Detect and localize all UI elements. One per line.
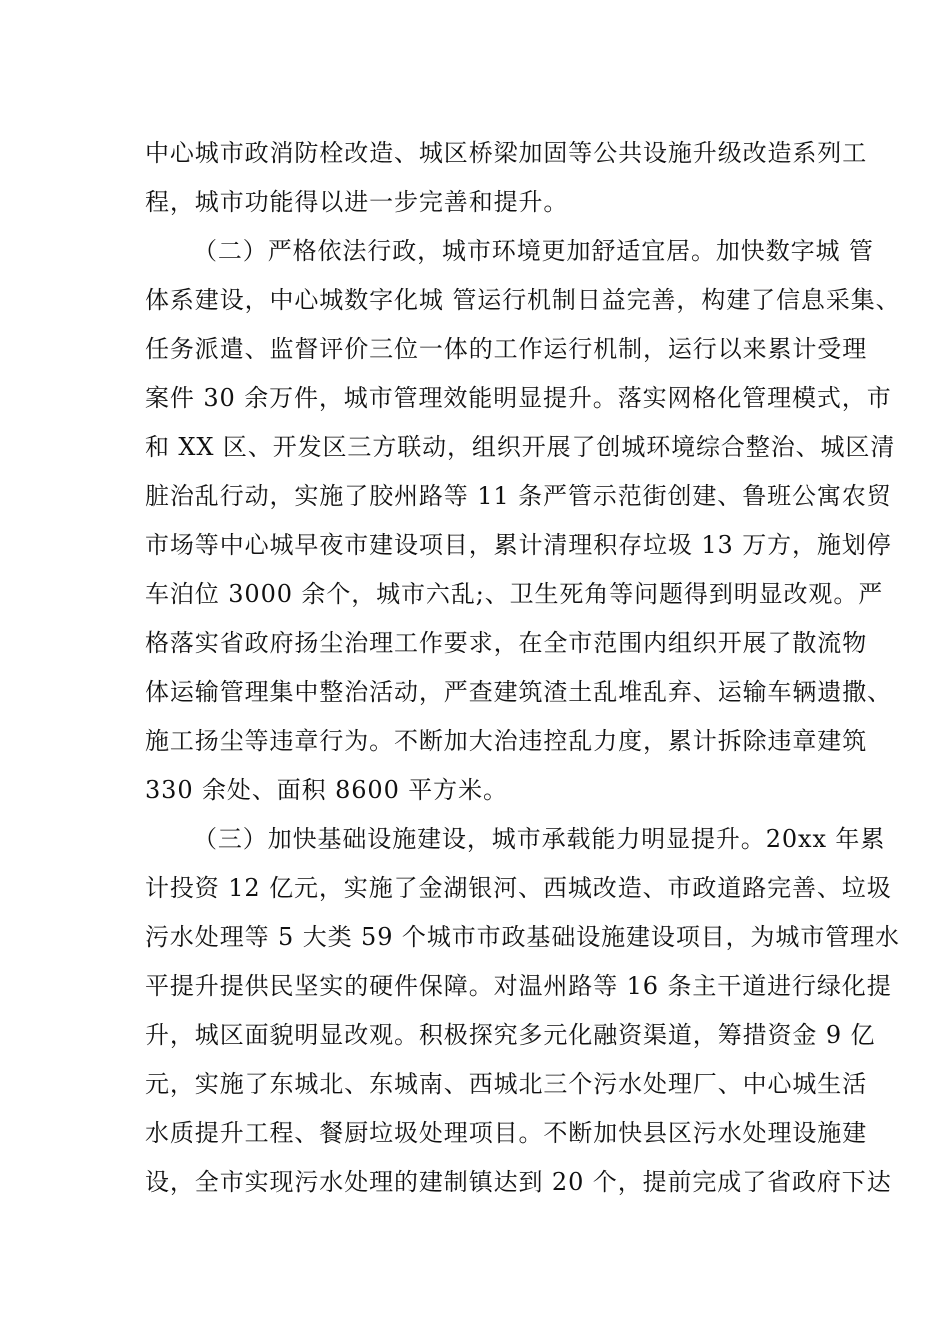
- text-line: 中心城市政消防栓改造、城区桥梁加固等公共设施升级改造系列工: [145, 139, 868, 167]
- text-line: 体运输管理集中整治活动，严查建筑渣土乱堆乱弃、运输车辆遗撒、: [145, 678, 892, 706]
- text-line: 元，实施了东城北、东城南、西城北三个污水处理厂、中心城生活: [145, 1070, 868, 1098]
- text-line: 330 余处、面积 8600 平方米。: [145, 776, 508, 804]
- section-heading-line: （二）严格依法行政，城市环境更加舒适宜居。加快数字城 管: [193, 237, 874, 265]
- text-line: 体系建设，中心城数字化城 管运行机制日益完善，构建了信息采集、: [145, 286, 901, 314]
- text-line: 水质提升工程、餐厨垃圾处理项目。不断加快县区污水处理设施建: [145, 1119, 868, 1147]
- section-heading-line: （三）加快基础设施建设，城市承载能力明显提升。20xx 年累: [193, 825, 886, 853]
- text-line: 升，城区面貌明显改观。积极探究多元化融资渠道，筹措资金 9 亿: [145, 1021, 876, 1049]
- text-line: 设，全市实现污水处理的建制镇达到 20 个，提前完成了省政府下达: [145, 1168, 892, 1196]
- text-line: 污水处理等 5 大类 59 个城市市政基础设施建设项目，为城市管理水: [145, 923, 900, 951]
- text-line: 计投资 12 亿元，实施了金湖银河、西城改造、市政道路完善、垃圾: [145, 874, 892, 902]
- text-line: 格落实省政府扬尘治理工作要求，在全市范围内组织开展了散流物: [145, 629, 868, 657]
- text-line: 案件 30 余万件，城市管理效能明显提升。落实网格化管理模式，市: [145, 384, 892, 412]
- text-line: 和 XX 区、开发区三方联动，组织开展了创城环境综合整治、城区清: [145, 433, 896, 461]
- text-line: 任务派遣、监督评价三位一体的工作运行机制，运行以来累计受理: [145, 335, 868, 363]
- text-line: 市场等中心城早夜市建设项目，累计清理积存垃圾 13 万方，施划停: [145, 531, 892, 559]
- text-line: 程，城市功能得以进一步完善和提升。: [145, 188, 569, 216]
- text-line: 车泊位 3000 余个，城市六乱;、卫生死角等问题得到明显改观。严: [145, 580, 884, 608]
- text-line: 平提升提供民坚实的硬件保障。对温州路等 16 条主干道进行绿化提: [145, 972, 892, 1000]
- text-line: 脏治乱行动，实施了胶州路等 11 条严管示范街创建、鲁班公寓农贸: [145, 482, 892, 510]
- text-line: 施工扬尘等违章行为。不断加大治违控乱力度，累计拆除违章建筑: [145, 727, 868, 755]
